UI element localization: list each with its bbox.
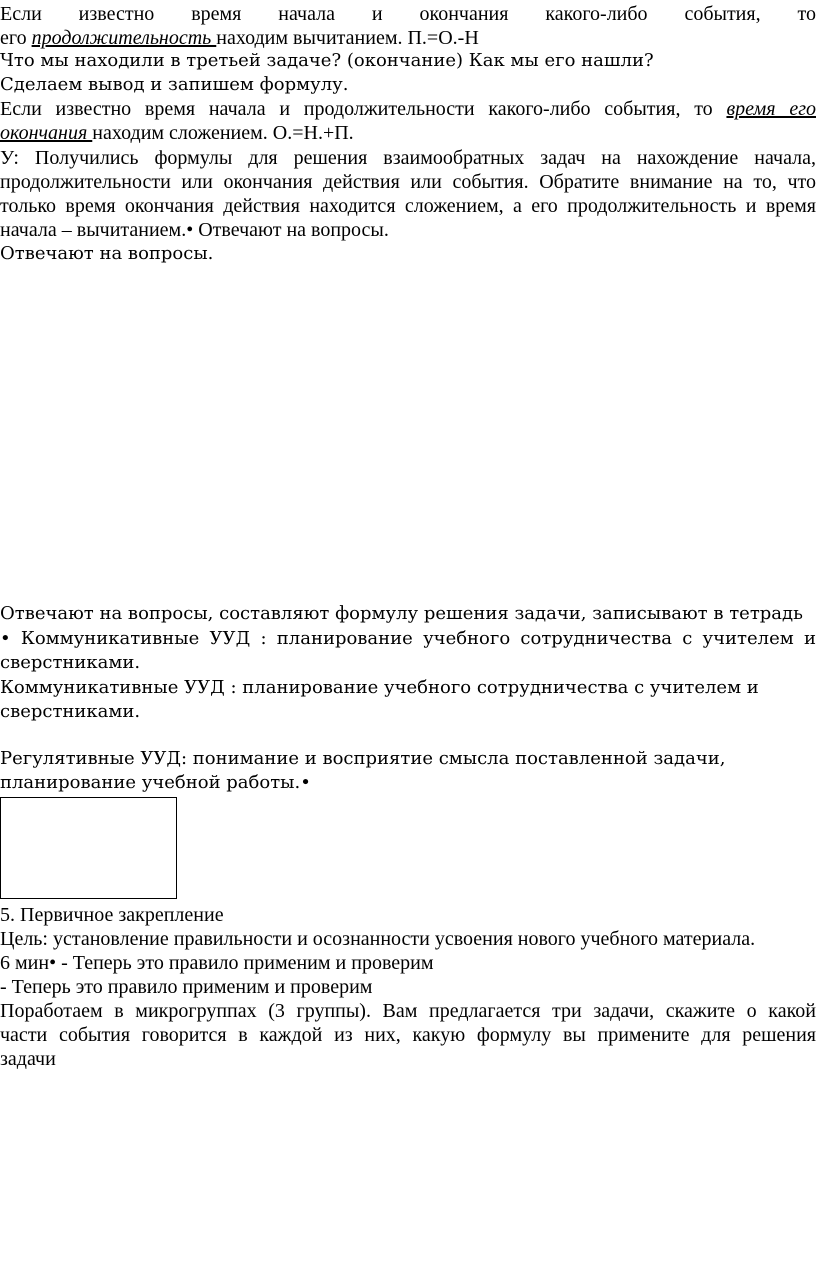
communicative-uud: [0, 676, 816, 724]
conclusion-line: Сделаем вывод и запишем формулу.: [0, 74, 349, 95]
emphasized-term: окончания: [0, 122, 93, 144]
section-title: 5. Первичное закрепление: [0, 904, 224, 926]
section-instruction: - Теперь это правило применим и проверим: [0, 976, 373, 998]
paragraph-line: начала – вычитанием.• Отвечают на вопросы.: [0, 219, 389, 241]
paragraph-addition-rule: [0, 97, 816, 121]
empty-frame: [0, 797, 177, 899]
paragraph-line: [0, 26, 816, 50]
text-run: находим сложением. О.=Н.+П.: [92, 122, 354, 144]
paragraph-line: Коммуникативные УУД : планирование учебного сотрудничества с учителем и: [0, 677, 759, 698]
bullet-icon: •: [0, 628, 11, 649]
section-5: [0, 903, 816, 1071]
paragraph-line: • Коммуникативные УУД : планирование учебного сотрудничества с учителем и: [0, 628, 816, 649]
paragraph-subtraction-rule: [0, 2, 816, 50]
word: начала: [278, 3, 336, 25]
paragraph-line: планирование учебной работы.•: [0, 772, 311, 793]
question-third-task: Что мы находили в третьей задаче? (окончание) Как мы его нашли?: [0, 50, 654, 71]
paragraph-line: Регулятивные УУД: понимание и восприятие смысла поставленной задачи,: [0, 748, 726, 769]
bullet-icon: •: [186, 219, 194, 241]
paragraph-line: задачи: [0, 1048, 56, 1070]
paragraph-line: сверстниками.: [0, 652, 141, 673]
word: то: [797, 3, 816, 25]
emphasized-term: продолжительность: [31, 27, 217, 49]
bullet-icon: •: [49, 952, 57, 974]
answers-note: Отвечают на вопросы.: [0, 243, 214, 264]
word: окончания: [419, 3, 509, 25]
word: время: [191, 3, 242, 25]
communicative-uud-bulleted: [0, 627, 816, 675]
section-goal: Цель: установление правильности и осознанности усвоения нового учебного материала.: [0, 928, 756, 950]
paragraph-addition-rule-line2: [0, 121, 816, 145]
word: Если: [0, 3, 42, 25]
paragraph-line: части события говорится в каждой из них, какую формулу вы примените для решения: [0, 1024, 816, 1046]
text-run: находим вычитанием. П.=О.-Н: [216, 27, 479, 49]
paragraph-line: У: Получились формулы для решения взаимообратных задач на нахождение начала,: [0, 147, 816, 169]
emphasized-term: время его: [726, 98, 816, 120]
paragraph-teacher-summary: [0, 146, 816, 242]
paragraph-line: сверстниками.: [0, 701, 141, 722]
answers-formula-note: Отвечают на вопросы, составляют формулу решения задачи, записывают в тетрадь: [0, 603, 803, 624]
paragraph-line: продолжительности или окончания действия или события. Обратите внимание на то, что: [0, 171, 816, 193]
word: и: [371, 3, 383, 25]
word: какого-либо: [545, 3, 648, 25]
paragraph-line: только время окончания действия находится сложением, а его продолжительность и время: [0, 195, 816, 217]
paragraph-line: Поработаем в микрогруппах (3 группы). Вам предлагается три задачи, скажите о какой: [0, 1000, 816, 1022]
paragraph-line: [0, 2, 816, 26]
word: известно: [78, 3, 155, 25]
text-run: его: [0, 27, 32, 49]
text-run: Если известно время начала и продолжительности какого-либо события, то: [0, 98, 727, 120]
bullet-icon: •: [300, 772, 311, 793]
word: события,: [684, 3, 761, 25]
regulative-uud: [0, 747, 816, 795]
section-time: 6 мин• - Теперь это правило применим и проверим: [0, 952, 434, 974]
